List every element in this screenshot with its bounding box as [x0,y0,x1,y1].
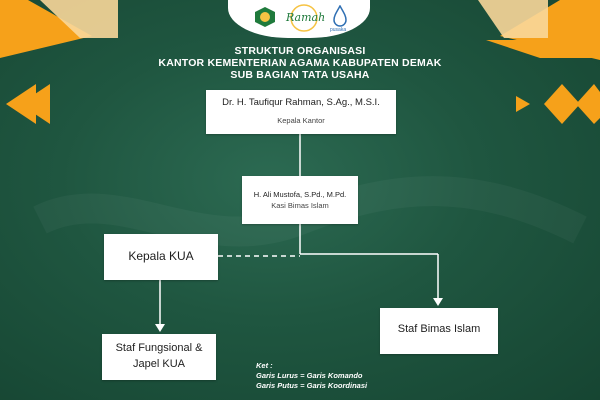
legend-title: Ket : [256,361,273,370]
node-kasi-bimas-role: Kasi Bimas Islam [271,201,329,210]
node-kepala-kantor-name: Dr. H. Taufiqur Rahman, S.Ag., M.S.I. [222,97,380,108]
node-kasi-bimas-name: H. Ali Mustofa, S.Pd., M.Pd. [253,190,347,199]
title-line-3: SUB BAGIAN TATA USAHA [230,69,370,81]
arrow-to-staf-bimas [433,298,443,306]
arrow-to-staf-fungsional [155,324,165,332]
node-staf-fungsional [102,334,216,380]
node-staf-bimas [380,308,498,354]
title-line-2: KANTOR KEMENTERIAN AGAMA KABUPATEN DEMAK [158,57,442,69]
node-staf-bimas-name: Staf Bimas Islam [397,323,481,335]
node-kepala-kua-name: Kepala KUA [128,249,194,263]
legend-dashed: Garis Putus = Garis Koordinasi [256,381,368,390]
title-line-1: STRUKTUR ORGANISASI [234,45,366,57]
node-staf-fungsional-line2: Japel KUA [133,358,185,370]
node-kepala-kua [104,234,218,280]
ramah-logo-text: Ramah [286,11,326,24]
node-kasi-bimas [242,176,358,224]
pusaka-logo-text: pusaka [330,27,347,33]
legend-solid: Garis Lurus = Garis Komando [256,371,363,380]
node-kepala-kantor-role: Kepala Kantor [277,116,325,125]
node-staf-fungsional-line1: Staf Fungsional & [115,342,203,354]
node-kepala-kantor [206,90,396,134]
